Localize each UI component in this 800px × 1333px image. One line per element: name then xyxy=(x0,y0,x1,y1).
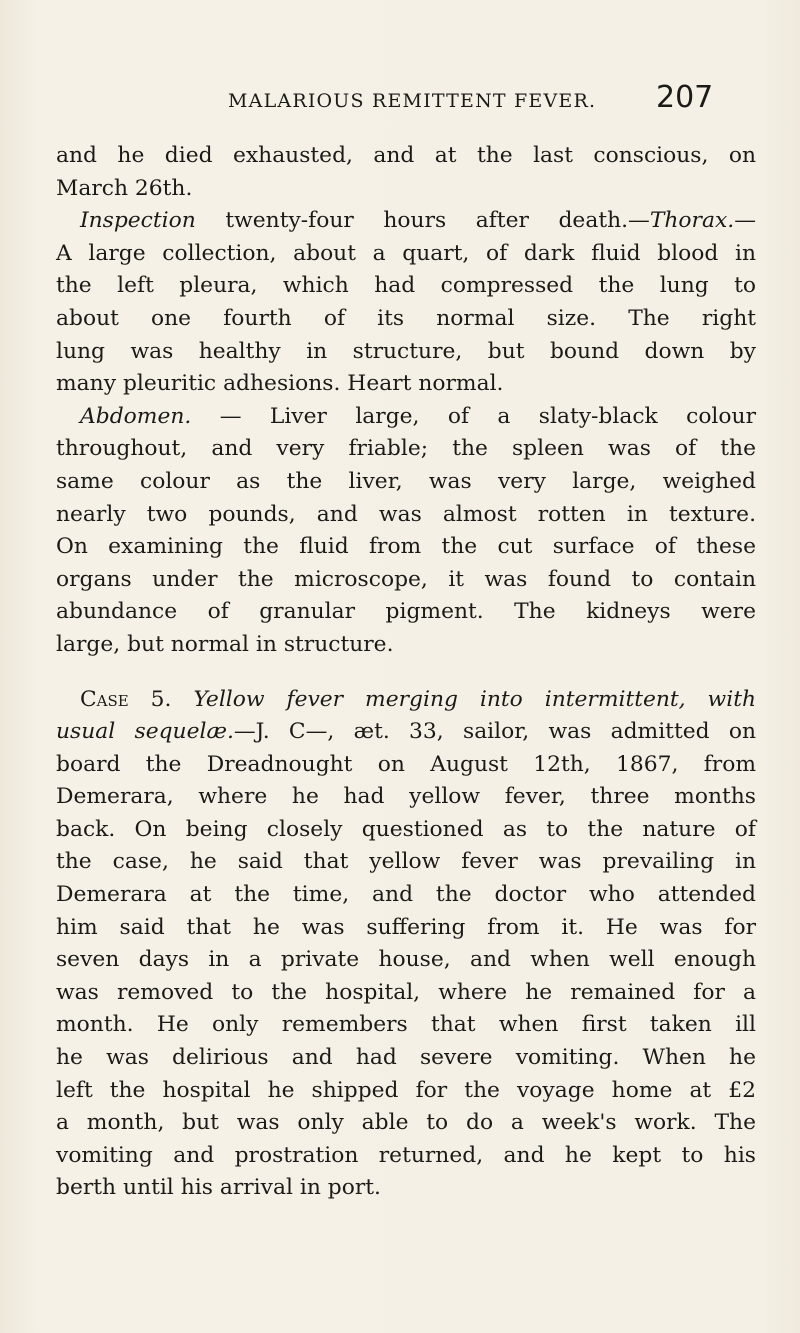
inspection-heading-line xyxy=(56,205,756,238)
text-line: he was delirious and had severe vomiting. When he xyxy=(56,1045,756,1071)
abdomen-label: Abdomen. xyxy=(80,403,192,429)
text-line: throughout, and very friable; the spleen was of the xyxy=(56,436,756,462)
case-title-continued: usual sequelæ. xyxy=(56,719,234,745)
text-span: — xyxy=(734,208,756,234)
page-number: 207 xyxy=(656,80,714,115)
text-line: vomiting and prostration returned, and he kept to his xyxy=(56,1142,756,1168)
text-span: twenty-four hours after death.— xyxy=(195,208,650,234)
text-line: abundance of granular pigment. The kidneys were xyxy=(56,599,756,625)
text-line: lung was healthy in structure, but bound down by xyxy=(56,338,756,364)
text-line: him said that he was suffering from it. He was for xyxy=(56,914,756,940)
case-title: Yellow fever merging into intermittent, with xyxy=(193,686,756,712)
text-line: and he died exhausted, and at the last conscious, on xyxy=(56,143,756,168)
text-span: — Liver large, of a slaty-black colour xyxy=(191,403,756,429)
text-line: board the Dreadnought on August 12th, 1867, from xyxy=(56,751,756,777)
text-line: Demerara at the time, and the doctor who attended xyxy=(56,882,756,908)
thorax-label: Thorax. xyxy=(649,208,735,234)
text-line: Demerara, where he had yellow fever, three months xyxy=(56,784,756,810)
text-line: A large collection, about a quart, of dark fluid blood in xyxy=(56,240,756,266)
text-line: month. He only remembers that when first taken ill xyxy=(56,1012,756,1038)
text-line: left the hospital he shipped for the voyage home at £2 xyxy=(56,1077,756,1103)
text-line: the left pleura, which had compressed the lung to xyxy=(56,273,756,299)
text-line: organs under the microscope, it was found to contain xyxy=(56,566,756,592)
case-title-line xyxy=(56,716,756,749)
text-line: a month, but was only able to do a week's work. The xyxy=(56,1110,756,1136)
page-header xyxy=(0,80,800,126)
paragraph-gap xyxy=(56,662,756,684)
abdomen-heading-line xyxy=(56,401,756,434)
text-line: nearly two pounds, and was almost rotten in texture. xyxy=(56,501,756,527)
text-line: many pleuritic adhesions. Heart normal. xyxy=(56,371,504,397)
text-line: back. On being closely questioned as to the nature of xyxy=(56,816,756,842)
text-line: was removed to the hospital, where he remained for a xyxy=(56,979,756,1005)
text-line: On examining the fluid from the cut surface of these xyxy=(56,534,756,560)
text-line: seven days in a private house, and when well enough xyxy=(56,947,756,973)
case-label: Case 5. xyxy=(80,686,172,712)
running-title: MALARIOUS REMITTENT FEVER. xyxy=(228,90,597,112)
text-line: March 26th. xyxy=(56,175,193,201)
text-line: same colour as the liver, was very large, weighed xyxy=(56,468,756,494)
case-heading-line xyxy=(56,684,756,717)
text-span: —J. C—, æt. 33, sailor, was admitted on xyxy=(233,719,756,745)
text-line: large, but normal in structure. xyxy=(56,631,394,657)
text-line: berth until his arrival in port. xyxy=(56,1175,381,1201)
text-line: the case, he said that yellow fever was prevailing in xyxy=(56,849,756,875)
inspection-label: Inspection xyxy=(80,208,196,234)
body-text xyxy=(56,140,756,1205)
text-line: about one fourth of its normal size. The right xyxy=(56,305,756,331)
